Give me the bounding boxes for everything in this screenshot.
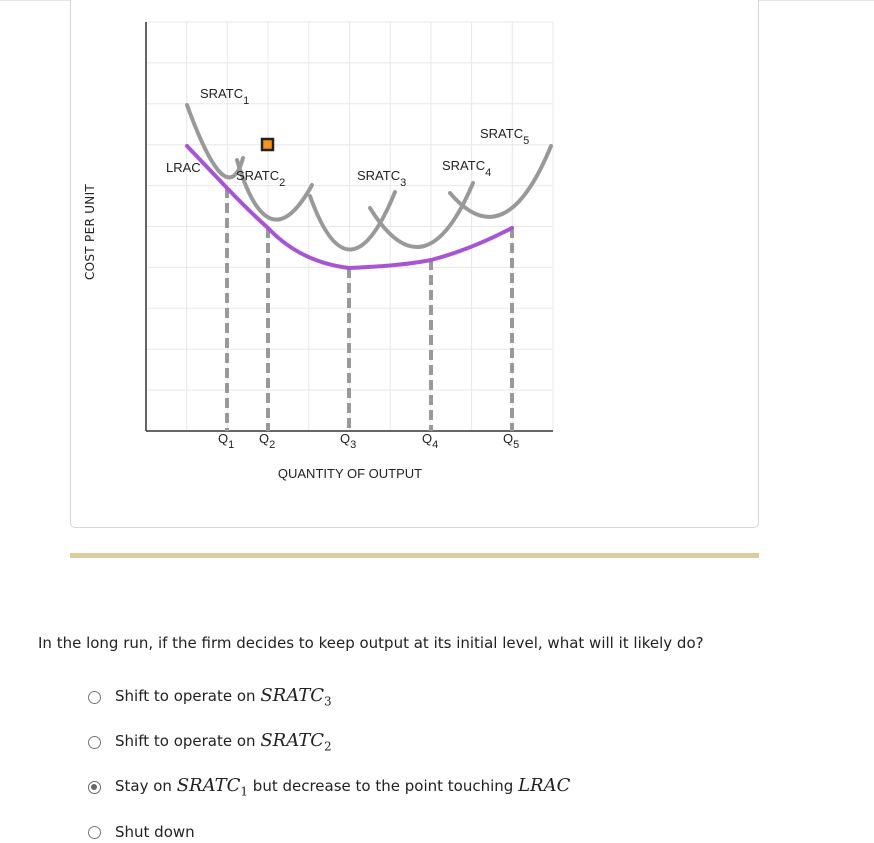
sratc1-label: $SRATC_1$ xyxy=(200,86,250,107)
sratc4-label: $SRATC_4$ xyxy=(442,158,492,179)
q3-label: $Q_3$ xyxy=(340,431,357,451)
x-axis-title: QUANTITY OF OUTPUT xyxy=(277,466,423,481)
sratc3-label: $SRATC_3$ xyxy=(357,168,407,189)
option-label: Shut down xyxy=(115,823,195,841)
option-label: Shift to operate on $SRATC_3$ xyxy=(115,685,332,709)
radio-button[interactable] xyxy=(88,826,101,839)
section-divider xyxy=(70,553,759,558)
option-shift-sratc3[interactable] xyxy=(88,686,332,708)
radio-button-selected[interactable] xyxy=(88,781,101,794)
dashed-q-lines xyxy=(227,188,512,431)
question-text: In the long run, if the firm decides to keep output at its initial level, what will it likely do? xyxy=(38,634,704,652)
point-marker[interactable] xyxy=(262,139,273,150)
sratc3-curve xyxy=(310,192,395,250)
q2-label: $Q_2$ xyxy=(259,431,276,451)
q5-label: $Q_5$ xyxy=(503,431,520,451)
radio-button[interactable] xyxy=(88,736,101,749)
option-label: Shift to operate on $SRATC_2$ xyxy=(115,730,332,754)
y-axis-title: COST PER UNIT xyxy=(83,183,97,281)
sratc5-label: $SRATC_5$ xyxy=(480,126,530,147)
lrac-label: LRAC xyxy=(166,160,201,175)
q1-label: $Q_1$ xyxy=(218,431,235,451)
grid xyxy=(146,22,553,431)
radio-button[interactable] xyxy=(88,691,101,704)
option-shift-sratc2[interactable] xyxy=(88,731,332,753)
option-shut-down[interactable] xyxy=(88,821,195,843)
q4-label: $Q_4$ xyxy=(422,431,439,451)
sratc5-curve xyxy=(450,146,551,217)
sratc2-label: $SRATC_2$ xyxy=(236,168,286,189)
option-label: Stay on $SRATC_1$ but decrease to the point touching LRAC xyxy=(115,775,571,799)
option-stay-sratc1[interactable] xyxy=(88,776,570,798)
